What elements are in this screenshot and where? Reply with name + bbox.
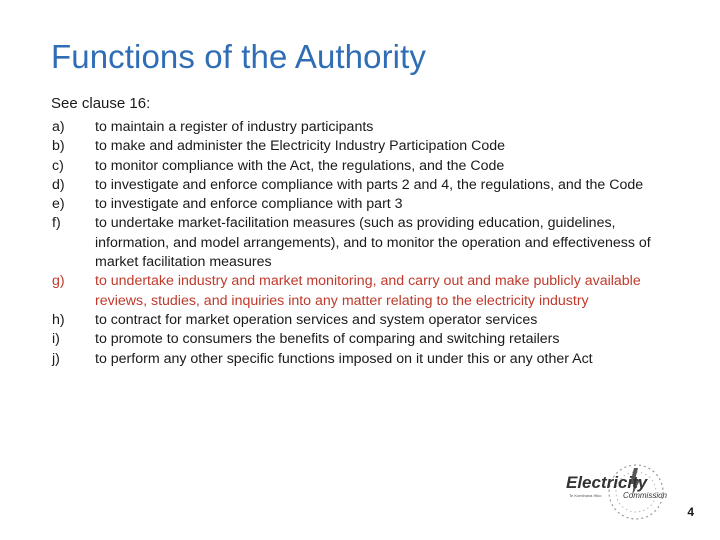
list-item-marker: g) (52, 273, 65, 290)
logo-tagline: Te Komihana Hiko (569, 493, 602, 498)
list-item-text: to make and administer the Electricity Industry Participation Code (95, 138, 506, 155)
list-item (51, 311, 681, 330)
list-item (51, 137, 681, 156)
page-number: 4 (687, 505, 694, 519)
list-item-text: to investigate and enforce compliance with part 3 (95, 196, 403, 213)
list-item-marker: b) (52, 138, 65, 155)
intro-text: See clause 16: (51, 95, 151, 112)
list-item-marker: f) (52, 215, 61, 232)
logo-word-electricity: Electricity (566, 473, 648, 492)
list-item-text: to monitor compliance with the Act, the regulations, and the Code (95, 157, 505, 174)
list-item (51, 330, 681, 349)
list-item (51, 350, 681, 369)
list-item-marker: a) (52, 119, 65, 135)
list-item-text: to investigate and enforce compliance with parts 2 and 4, the regulations, and the Code (95, 176, 644, 193)
page-title: Functions of the Authority (51, 38, 426, 75)
list-item (51, 157, 681, 176)
list-item-text: to undertake market-facilitation measures (such as providing education, guidelines, information, and model arrangements), and to monitor the operation and effectiveness of market facilitation measures (95, 215, 651, 271)
list-item-marker: c) (52, 157, 64, 174)
list-item (51, 214, 681, 272)
list-item-marker: j) (52, 350, 60, 367)
electricity-commission-logo (564, 462, 696, 530)
list-item (51, 176, 681, 195)
list-item-marker: e) (52, 196, 65, 213)
list-item (51, 195, 681, 214)
list-item-marker: d) (52, 176, 65, 193)
list-item-text: to contract for market operation services and system operator services (95, 311, 538, 328)
list-item-marker: i) (52, 331, 60, 348)
list-item (51, 118, 681, 137)
list-item-text: to maintain a register of industry participants (95, 119, 374, 135)
list-item-text: to promote to consumers the benefits of comparing and switching retailers (95, 331, 560, 348)
list-item-marker: h) (52, 311, 65, 328)
list-item-text: to perform any other specific functions imposed on it under this or any other Act (95, 350, 593, 367)
list-item (51, 272, 681, 311)
logo-word-commission: Commission (623, 491, 668, 500)
list-item-text: to undertake industry and market monitoring, and carry out and make publicly available reviews, studies, and inquiries into any matter relating to the electricity industry (95, 273, 641, 309)
functions-list (51, 118, 681, 369)
